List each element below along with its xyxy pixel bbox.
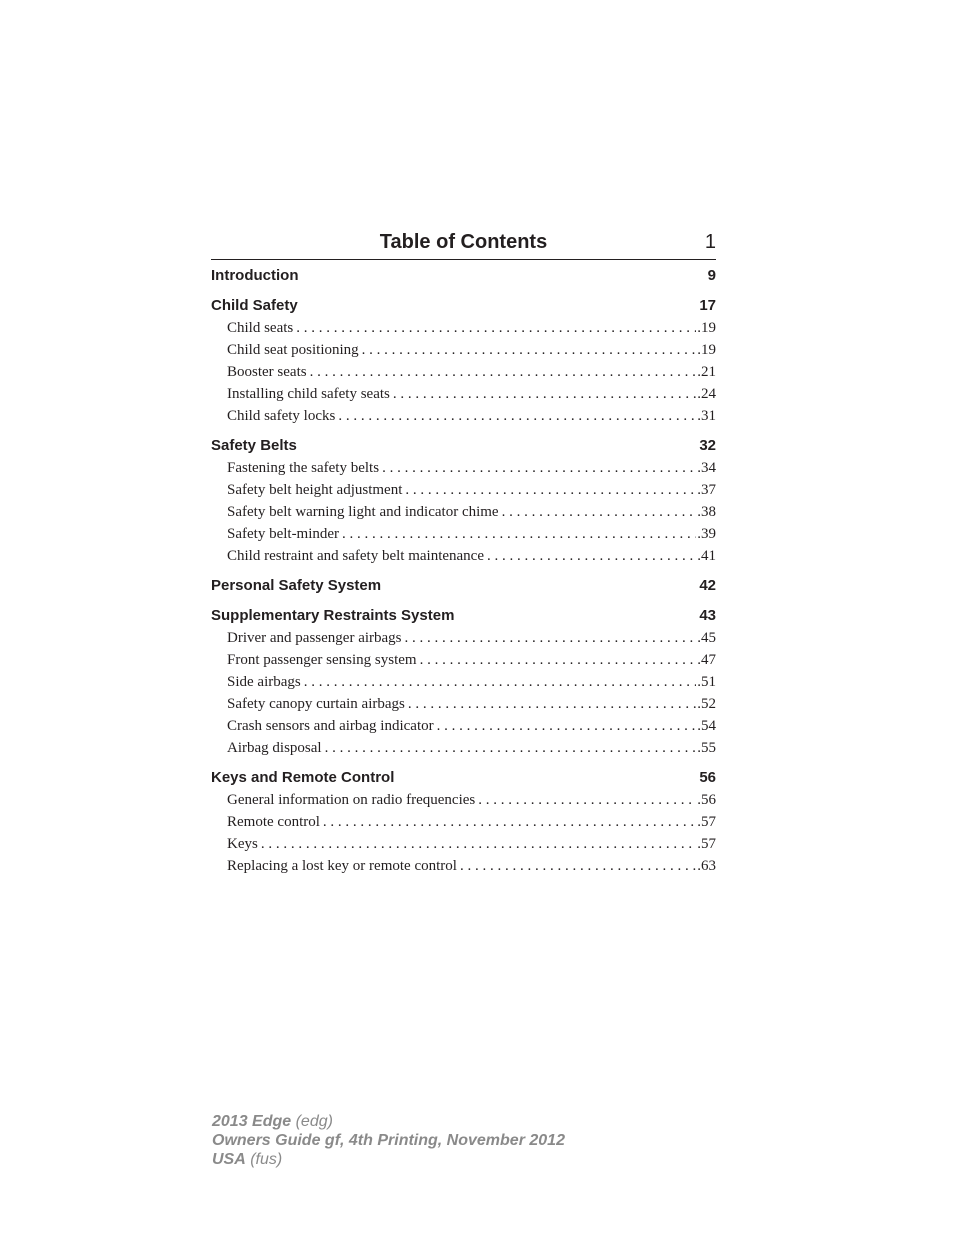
toc-entry[interactable] xyxy=(211,789,716,811)
toc-entry[interactable] xyxy=(211,501,716,523)
toc-entry-page: .34 xyxy=(697,460,716,476)
toc-entry-label: Safety belt warning light and indicator chime xyxy=(227,504,499,520)
toc-entry-page: .21 xyxy=(697,364,716,380)
toc-entry[interactable] xyxy=(211,855,716,877)
footer-line-3 xyxy=(212,1150,565,1169)
toc-entry-label: Installing child safety seats xyxy=(227,386,390,402)
toc-section xyxy=(211,435,716,567)
toc-section-title: Supplementary Restraints System xyxy=(211,607,455,624)
toc-entry-page: .52 xyxy=(697,696,716,712)
toc-entry[interactable] xyxy=(211,693,716,715)
toc-section-title: Child Safety xyxy=(211,297,298,314)
toc-section-page: 56 xyxy=(699,769,716,786)
toc-entry[interactable] xyxy=(211,671,716,693)
toc-entry-page: .55 xyxy=(697,740,716,756)
toc-section xyxy=(211,575,716,597)
dot-leader xyxy=(457,855,696,877)
page-number: 1 xyxy=(704,231,716,253)
dot-leader xyxy=(405,693,696,715)
dot-leader xyxy=(379,457,696,479)
toc-entry[interactable] xyxy=(211,339,716,361)
toc-entry-page: .57 xyxy=(697,814,716,830)
toc-entry-page: .31 xyxy=(697,408,716,424)
toc-entry-label: Keys xyxy=(227,836,258,852)
toc-entry[interactable] xyxy=(211,383,716,405)
toc-entry-label: Side airbags xyxy=(227,674,301,690)
toc-entry-page: .63 xyxy=(697,858,716,874)
toc-entry[interactable] xyxy=(211,361,716,383)
toc-entry[interactable] xyxy=(211,479,716,501)
toc-section-title: Safety Belts xyxy=(211,437,297,454)
toc-entry-label: Booster seats xyxy=(227,364,307,380)
toc-section-page: 32 xyxy=(699,437,716,454)
toc-entry[interactable] xyxy=(211,523,716,545)
footer-model-code: (edg) xyxy=(291,1113,333,1130)
toc-entry-label: Child seat positioning xyxy=(227,342,359,358)
toc-section xyxy=(211,605,716,759)
toc-section-heading[interactable] xyxy=(211,435,716,457)
toc-entry[interactable] xyxy=(211,545,716,567)
toc-entry[interactable] xyxy=(211,737,716,759)
toc-entry-page: .56 xyxy=(697,792,716,808)
toc-section xyxy=(211,265,716,287)
toc-entry-page: .39 xyxy=(697,526,716,542)
toc-section-heading[interactable] xyxy=(211,605,716,627)
toc-entry-label: Driver and passenger airbags xyxy=(227,630,402,646)
toc-entry-page: .19 xyxy=(697,320,716,336)
toc-entry[interactable] xyxy=(211,627,716,649)
toc-entry[interactable] xyxy=(211,811,716,833)
page-header xyxy=(211,229,716,260)
toc-entry-label: Child restraint and safety belt maintenance xyxy=(227,548,484,564)
dot-leader xyxy=(301,671,697,693)
dot-leader xyxy=(402,627,697,649)
toc-entry-page: .41 xyxy=(697,548,716,564)
dot-leader xyxy=(402,479,696,501)
footer-line-2: Owners Guide gf, 4th Printing, November 2012 xyxy=(212,1132,565,1149)
footer-line-1 xyxy=(212,1112,565,1131)
toc-section-heading[interactable] xyxy=(211,575,716,597)
toc-section-title: Personal Safety System xyxy=(211,577,382,594)
dot-leader xyxy=(335,405,696,427)
toc-section-page: 43 xyxy=(699,607,716,624)
page-title: Table of Contents xyxy=(379,231,548,253)
toc-entry-label: Airbag disposal xyxy=(227,740,322,756)
toc-entry[interactable] xyxy=(211,317,716,339)
footer-market: USA xyxy=(212,1151,246,1168)
toc-entry[interactable] xyxy=(211,833,716,855)
dot-leader xyxy=(499,501,697,523)
toc-entry-page: .37 xyxy=(697,482,716,498)
dot-leader xyxy=(417,649,697,671)
table-of-contents xyxy=(211,265,716,885)
toc-entry-label: Child seats xyxy=(227,320,294,336)
dot-leader xyxy=(484,545,696,567)
toc-section-title: Keys and Remote Control xyxy=(211,769,395,786)
toc-entry[interactable] xyxy=(211,649,716,671)
toc-entry-page: .19 xyxy=(697,342,716,358)
toc-section xyxy=(211,767,716,877)
toc-section-page: 42 xyxy=(699,577,716,594)
toc-entry-label: Front passenger sensing system xyxy=(227,652,417,668)
toc-entry-page: .57 xyxy=(697,836,716,852)
dot-leader xyxy=(307,361,697,383)
footer-market-code: (fus) xyxy=(245,1151,283,1168)
toc-entry-page: .47 xyxy=(697,652,716,668)
toc-entry-page: .45 xyxy=(697,630,716,646)
dot-leader xyxy=(475,789,696,811)
toc-entry-page: .24 xyxy=(697,386,716,402)
footer xyxy=(212,1112,565,1169)
toc-entry-label: Safety belt height adjustment xyxy=(227,482,403,498)
dot-leader xyxy=(434,715,697,737)
toc-section-page: 9 xyxy=(707,267,716,284)
dot-leader xyxy=(322,737,697,759)
toc-entry-label: Fastening the safety belts xyxy=(227,460,380,476)
dot-leader xyxy=(339,523,696,545)
toc-entry-label: General information on radio frequencies xyxy=(227,792,476,808)
toc-section-page: 17 xyxy=(699,297,716,314)
toc-entry-page: .38 xyxy=(697,504,716,520)
toc-entry[interactable] xyxy=(211,715,716,737)
toc-section-heading[interactable] xyxy=(211,767,716,789)
dot-leader xyxy=(320,811,696,833)
toc-entry-label: Safety canopy curtain airbags xyxy=(227,696,405,712)
footer-model: 2013 Edge xyxy=(212,1113,292,1130)
toc-entry-label: Remote control xyxy=(227,814,320,830)
toc-section-heading[interactable] xyxy=(211,295,716,317)
dot-leader xyxy=(390,383,696,405)
toc-entry-label: Safety belt-minder xyxy=(227,526,340,542)
dot-leader xyxy=(258,833,696,855)
toc-entry-page: .54 xyxy=(697,718,716,734)
toc-entry-label: Crash sensors and airbag indicator xyxy=(227,718,434,734)
toc-entry[interactable] xyxy=(211,405,716,427)
toc-entry-page: .51 xyxy=(697,674,716,690)
toc-section xyxy=(211,295,716,427)
toc-entry-label: Replacing a lost key or remote control xyxy=(227,858,457,874)
toc-entry[interactable] xyxy=(211,457,716,479)
toc-section-title: Introduction xyxy=(211,267,299,284)
dot-leader xyxy=(359,339,697,361)
dot-leader xyxy=(293,317,696,339)
toc-entry-label: Child safety locks xyxy=(227,408,336,424)
toc-section-heading[interactable] xyxy=(211,265,716,287)
